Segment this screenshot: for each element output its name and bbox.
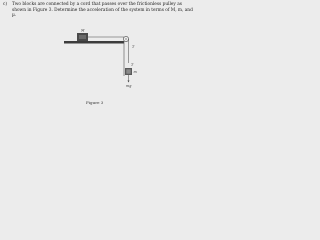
figure-caption: Figure 3 xyxy=(86,100,104,105)
pulley-axle xyxy=(125,38,126,39)
weight-arrow-head xyxy=(128,81,130,83)
table-block-label: M xyxy=(81,28,85,33)
hanging-block-label: m xyxy=(133,70,137,74)
tension-label-vertical: T xyxy=(131,63,134,67)
question-text: Two blocks are connected by a cord that passes over the frictionless pulley as shown in Figure 3. Determine the acceleration of the system in terms of M, m, and µ. xyxy=(12,2,193,19)
hanging-block-face xyxy=(126,69,130,73)
tension-label-horizontal: T xyxy=(132,45,135,49)
pulley-diagram xyxy=(0,0,200,115)
table-block-face xyxy=(79,35,86,39)
question-number: c) xyxy=(3,2,8,7)
question-page xyxy=(0,0,200,115)
weight-label: mg xyxy=(126,84,132,88)
table-surface xyxy=(64,41,124,44)
